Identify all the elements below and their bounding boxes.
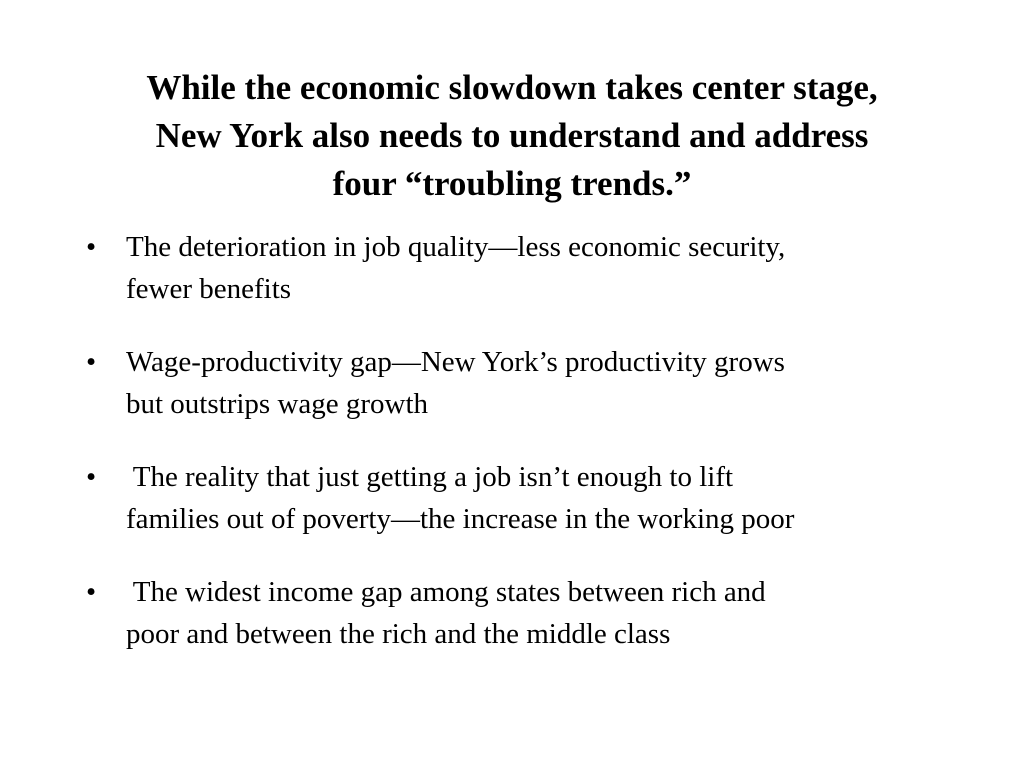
slide-title <box>60 64 964 208</box>
bullet-text-line: The deterioration in job quality—less economic security, <box>126 231 786 263</box>
bullet-item-working-poor <box>86 456 956 540</box>
bullet-marker: • <box>86 346 97 378</box>
title-line-1: While the economic slowdown takes center stage, <box>146 68 878 107</box>
bullet-text-line: The reality that just getting a job isn’t enough to lift <box>126 461 734 493</box>
bullet-list <box>86 226 956 686</box>
bullet-text-line: The widest income gap among states between rich and <box>126 576 766 608</box>
title-line-3: four “troubling trends.” <box>332 164 692 203</box>
bullet-marker: • <box>86 231 97 263</box>
bullet-text-line: but outstrips wage growth <box>126 388 429 420</box>
bullet-item-job-quality <box>86 226 956 310</box>
bullet-text-line: Wage-productivity gap—New York’s productivity grows <box>126 346 785 378</box>
bullet-text-line: poor and between the rich and the middle class <box>126 618 671 650</box>
bullet-marker: • <box>86 576 97 608</box>
bullet-item-income-gap <box>86 571 956 655</box>
title-line-2: New York also needs to understand and address <box>155 116 869 155</box>
bullet-marker: • <box>86 461 97 493</box>
bullet-text-line: fewer benefits <box>126 273 292 305</box>
bullet-text-line: families out of poverty—the increase in the working poor <box>126 503 795 535</box>
bullet-item-wage-productivity <box>86 341 956 425</box>
